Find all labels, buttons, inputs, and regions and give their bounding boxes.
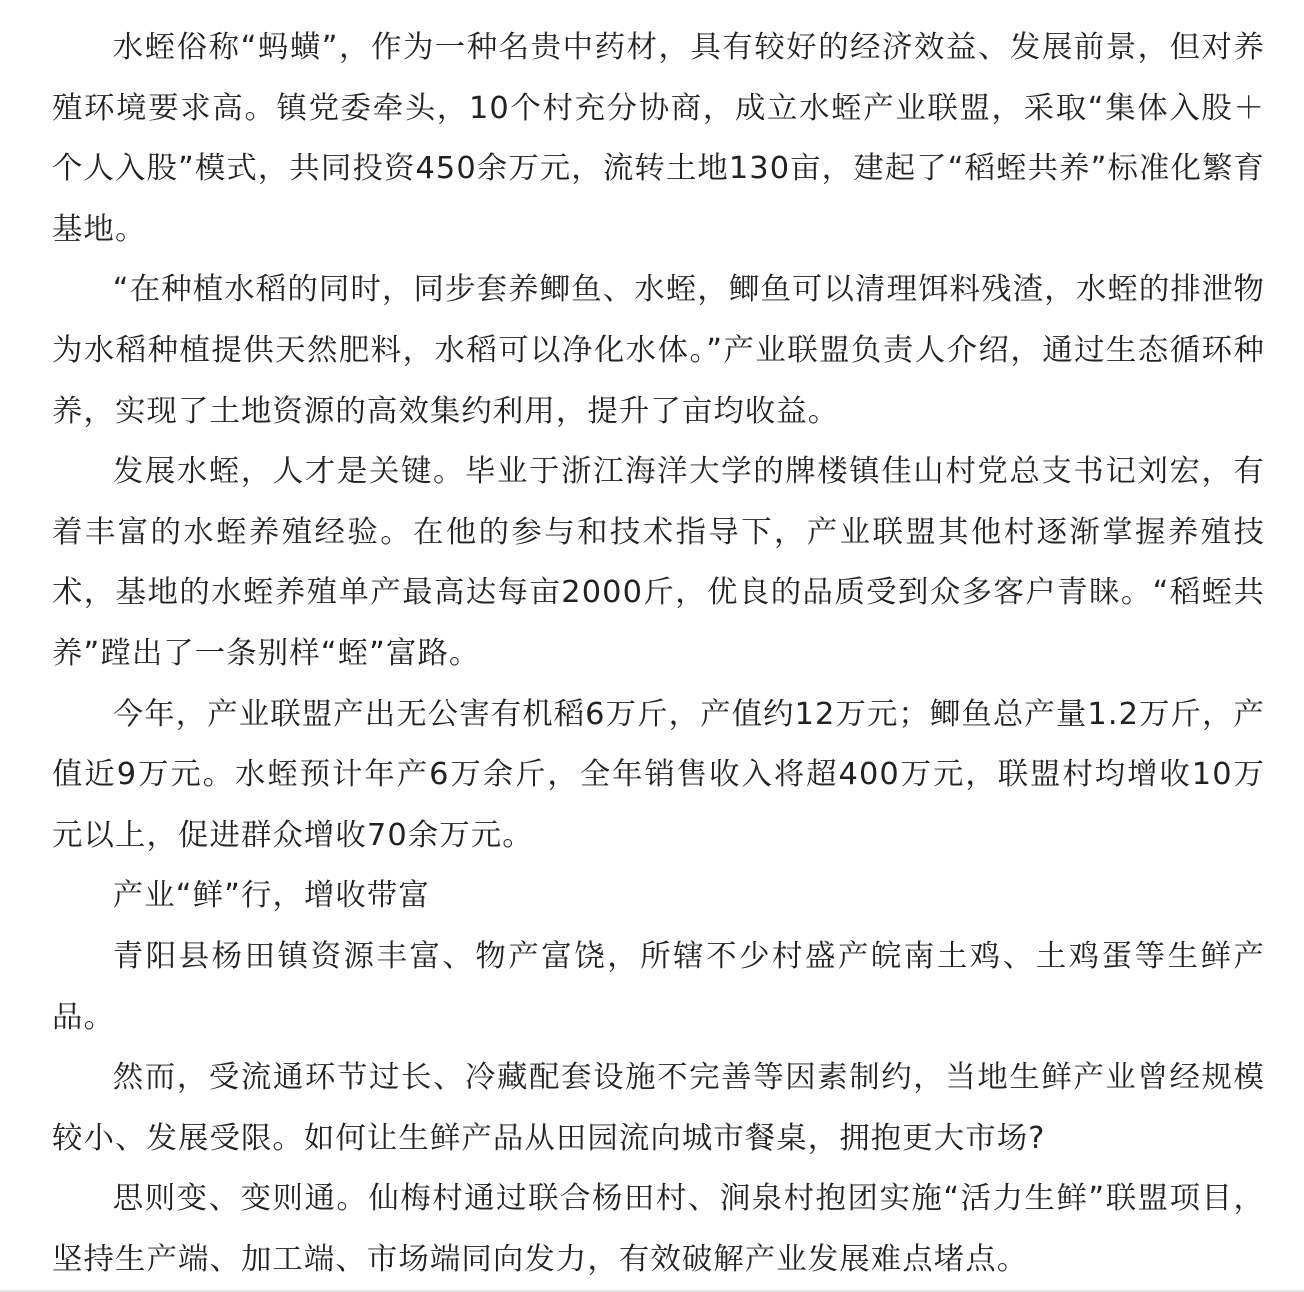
paragraph-leech-alliance: 水蛭俗称“蚂蟥”，作为一种名贵中药材，具有较好的经济效益、发展前景，但对养殖环境要求高。镇党委牵头，10个村充分协商，成立水蛭产业联盟，采取“集体入股＋个人入股”模式，共同投资450余万元，流转土地130亩，建起了“稻蛭共养”标准化繁育基地。 — [52, 30, 1265, 247]
paragraph-yangtian-resources: 青阳县杨田镇资源丰富、物产富饶，所辖不少村盛产皖南土鸡、土鸡蛋等生鲜产品。 — [52, 938, 1265, 1035]
paragraph-output-figures: 今年，产业联盟产出无公害有机稻6万斤，产值约12万元；鲫鱼总产量1.2万斤，产值近9万元。水蛭预计年产6万余斤，全年销售收入将超400万元，联盟村均增收10万元以上，促进群众增收70余万元。 — [52, 696, 1265, 853]
paragraph-rice-leech-cycle: “在种植水稻的同时，同步套养鲫鱼、水蛭，鲫鱼可以清理饵料残渣，水蛭的排泄物为水稻种植提供天然肥料，水稻可以净化水体。”产业联盟负责人介绍，通过生态循环种养，实现了土地资源的高效集约利用，提升了亩均收益。 — [52, 272, 1265, 429]
paragraph-fresh-alliance: 思则变、变则通。仙梅村通过联合杨田村、涧泉村抱团实施“活力生鲜”联盟项目，坚持生产端、加工端、市场端同向发力，有效破解产业发展难点堵点。 — [52, 1181, 1265, 1277]
paragraph-constraints: 然而，受流通环节过长、冷藏配套设施不完善等因素制约，当地生鲜产业曾经规模较小、发展受限。如何让生鲜产品从田园流向城市餐桌，拥抱更大市场? — [52, 1060, 1265, 1156]
section-subheading: 产业“鲜”行，增收带富 — [112, 878, 430, 914]
paragraph-talent: 发展水蛭，人才是关键。毕业于浙江海洋大学的牌楼镇佳山村党总支书记刘宏，有着丰富的水蛭养殖经验。在他的参与和技术指导下，产业联盟其他村逐渐掌握养殖技术，基地的水蛭养殖单产最高达每亩2000斤，优良的品质受到众多客户青睐。“稻蛭共养”蹚出了一条别样“蛭”富路。 — [52, 454, 1265, 671]
article-body — [52, 18, 1265, 1290]
